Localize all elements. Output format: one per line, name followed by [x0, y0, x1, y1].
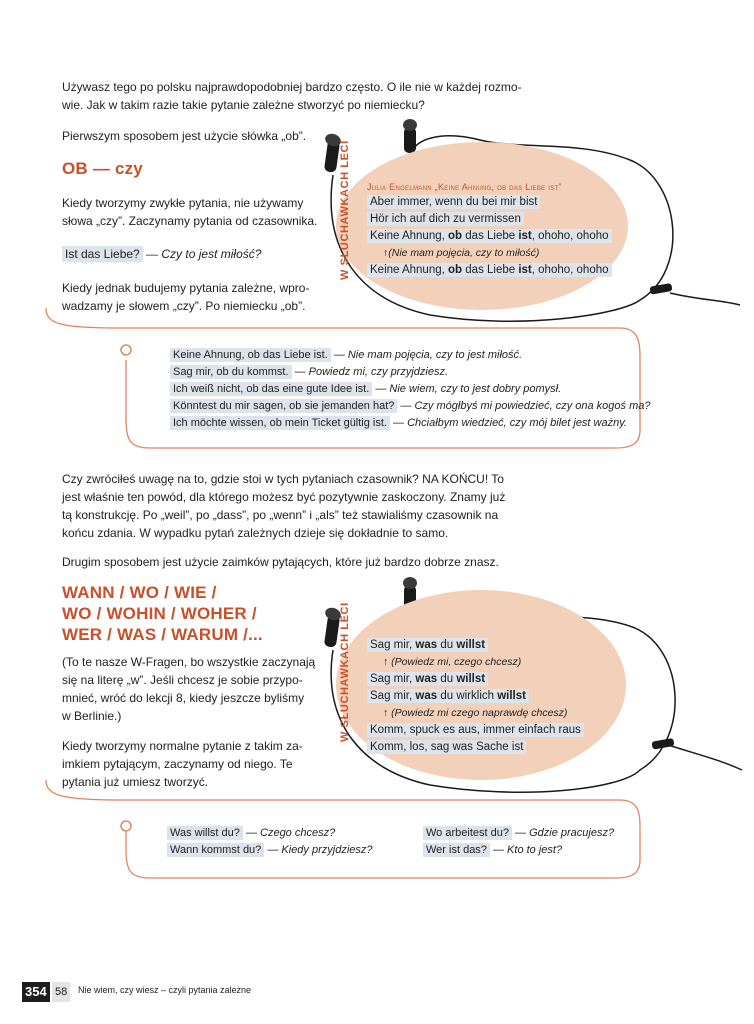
- frame-ring-2: [121, 821, 131, 831]
- intro-paragraph: [62, 78, 522, 114]
- example-german: Ist das Liebe?: [62, 246, 143, 262]
- intro-line-1: Używasz tego po polsku najprawdopodobniej bardzo często. O ile nie w każdej rozmo-: [62, 80, 522, 94]
- section2-paragraph-2: Kiedy tworzymy normalne pytanie z takim za- imkiem pytającym, zaczynamy od niego. Te pytania już umiesz tworzyć.: [62, 739, 303, 789]
- song2-line-6: Komm, spuck es aus, immer einfach raus: [367, 723, 584, 737]
- song2-side-label: W SŁUCHAWKACH LECI: [339, 602, 351, 742]
- song1-lyrics: [367, 180, 612, 279]
- song1-title: Julia Engelmann „Keine Ahnung, ob das Liebe ist”: [367, 182, 562, 192]
- cable-clip-1: [649, 283, 672, 295]
- middle-paragraph-2: Drugim sposobem jest użycie zaimków pytających, które już bardzo dobrze znasz.: [62, 555, 499, 569]
- section1-example: [62, 245, 261, 263]
- intro-paragraph-2: Pierwszym sposobem jest użycie słówka „ob”.: [62, 129, 307, 143]
- section1-p2-line-2: wadzamy je słowem „czy”. Po niemiecku „ob”.: [62, 299, 306, 313]
- example1-row: Ich möchte wissen, ob mein Ticket gültig ist. — Chciałbym wiedzieć, czy mój bilet jest ważny.: [170, 415, 650, 432]
- song2-line-5: ↑ (Powiedz mi czego naprawdę chcesz): [383, 707, 568, 719]
- song1-line-1: Aber immer, wenn du bei mir bist: [367, 195, 540, 209]
- song1-line-4: ↑(Nie mam pojęcia, czy to miłość): [383, 247, 540, 259]
- section1-paragraph-1: [62, 194, 317, 230]
- song2-line-3: Sag mir, was du willst: [367, 672, 488, 686]
- examples1-list: [170, 347, 650, 432]
- middle-paragraph: Czy zwróciłeś uwagę na to, gdzie stoi w tych pytaniach czasownik? NA KOŃCU! To jest właśnie ten powód, dla którego możesz być pozytywnie zaskoczony. Znamy już tą konstrukcję. Po „weil”, po „dass”, po „wenn” i „als” też stawialiśmy czasownik na końcu zdania. W wypadku pytań zależnych dzieje się dokładnie to samo.: [62, 472, 506, 540]
- song1-line-3: Keine Ahnung, ob das Liebe ist, ohoho, ohoho: [367, 229, 612, 243]
- song2-line-1: Sag mir, was du willst: [367, 638, 488, 652]
- example-polish: — Czy to jest miłość?: [142, 247, 262, 261]
- section1-p1-line-1: Kiedy tworzymy zwykłe pytania, nie używamy: [62, 196, 304, 210]
- song1-line-5: Keine Ahnung, ob das Liebe ist, ohoho, ohoho: [367, 263, 612, 277]
- footer-title: Nie wiem, czy wiesz – czyli pytania zależne: [78, 985, 252, 995]
- example1-row: Könntest du mir sagen, ob sie jemanden hat? — Czy mógłbyś mi powiedzieć, czy ona kogoś ma?: [170, 398, 650, 415]
- example2-row: Wo arbeitest du? — Gdzie pracujesz?: [423, 825, 614, 842]
- example1-row: Ich weiß nicht, ob das eine gute Idee ist. — Nie wiem, czy to jest dobry pomysł.: [170, 381, 650, 398]
- song2-lyrics: [367, 637, 584, 756]
- earbud-right-1: [403, 119, 417, 153]
- song2-line-7: Komm, los, sag was Sache ist: [367, 740, 526, 754]
- section1-heading: OB — czy: [62, 159, 143, 178]
- intro-line-2: wie. Jak w takim razie takie pytanie zależne stworzyć po niemiecku?: [62, 98, 425, 112]
- song1-line-2: Hör ich auf dich zu vermissen: [367, 212, 524, 226]
- example1-row: Sag mir, ob du kommst. — Powiedz mi, czy przyjdziesz.: [170, 364, 650, 381]
- song2-line-4: Sag mir, was du wirklich willst: [367, 689, 529, 703]
- lesson-number: 58: [52, 982, 70, 1002]
- section1-p1-line-2: słowa „czy”. Zaczynamy pytania od czasownika.: [62, 214, 318, 228]
- example2-row: Wer ist das? — Kto to jest?: [423, 842, 614, 859]
- song2-line-2: ↑ (Powiedz mi, czego chcesz): [383, 656, 522, 668]
- page-number: 354: [22, 982, 50, 1002]
- example2-row: Wann kommst du? — Kiedy przyjdziesz?: [167, 842, 373, 859]
- section1-paragraph-2: [62, 279, 309, 315]
- example1-row: Keine Ahnung, ob das Liebe ist. — Nie mam pojęcia, czy to jest miłość.: [170, 347, 650, 364]
- section2-paragraph-1: (To te nasze W-Fragen, bo wszystkie zaczynają się na literę „w”. Jeśli chcesz je sobie przypo- mnieć, wróć do lekcji 8, kiedy jeszcze byliśmy w Berlinie.): [62, 655, 316, 723]
- examples2-left: [167, 825, 373, 859]
- section1-p2-line-1: Kiedy jednak budujemy pytania zależne, wpro-: [62, 281, 310, 295]
- frame-ring-1: [121, 345, 131, 355]
- examples2-right: [423, 825, 614, 859]
- section2-heading: WANN / WO / WIE / WO / WOHIN / WOHER / WER / WAS / WARUM /...: [62, 583, 263, 644]
- song1-side-label: W SŁUCHAWKACH LECI: [339, 140, 351, 280]
- example2-row: Was willst du? — Czego chcesz?: [167, 825, 373, 842]
